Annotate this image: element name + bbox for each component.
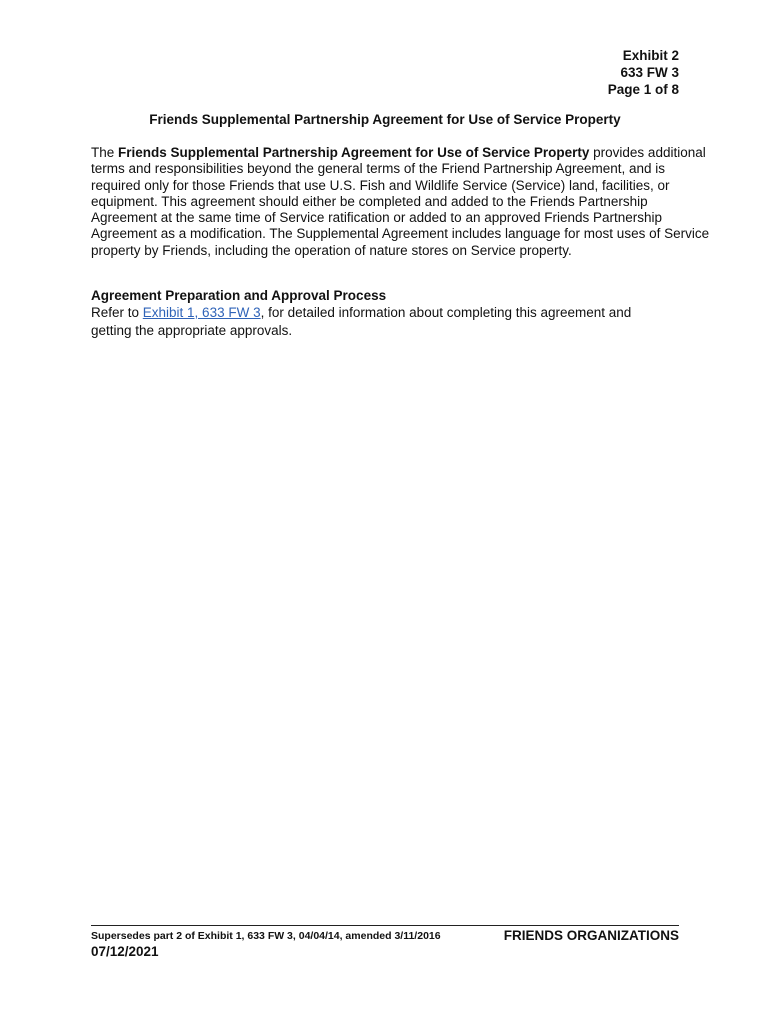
chapter-label: 633 FW 3 (620, 65, 679, 80)
footer-divider (91, 925, 679, 926)
intro-bold-term: Friends Supplemental Partnership Agreement for Use of Service Property (118, 145, 590, 160)
intro-lead: The (91, 145, 119, 160)
section-heading: Agreement Preparation and Approval Process (91, 288, 387, 303)
intro-paragraph (91, 145, 711, 259)
footer-organization: FRIENDS ORGANIZATIONS (503, 928, 679, 943)
footer-supersedes-note: Supersedes part 2 of Exhibit 1, 633 FW 3, 04/04/14, amended 3/11/2016 (91, 930, 441, 942)
section-paragraph (91, 304, 666, 340)
exhibit-1-link[interactable]: Exhibit 1, 633 FW 3 (142, 305, 261, 320)
footer-date: 07/12/2021 (91, 944, 159, 959)
document-title: Friends Supplemental Partnership Agreement for Use of Service Property (149, 112, 621, 127)
section-after-link: , for detailed information about completing this agreement and getting the appropriate approvals. (91, 305, 632, 338)
section-before-link: Refer to (91, 305, 143, 320)
page-header (608, 47, 679, 98)
exhibit-label: Exhibit 2 (622, 48, 679, 63)
intro-rest: provides additional terms and responsibilities beyond the general terms of the Friend Partnership Agreement, and is required only for those Friends that use U.S. Fish and Wildlife Service (Service) land, facilities, or equipment. This agreement should either be completed and added to the Friends Partnership Agreement at the same time of Service ratification or added to an approved Friends Partnership Agreement as a modification. The Supplemental Agreement includes language for most uses of Service property by Friends, including the operation of nature stores on Service property. (91, 145, 710, 258)
page-number: Page 1 of 8 (607, 82, 679, 97)
